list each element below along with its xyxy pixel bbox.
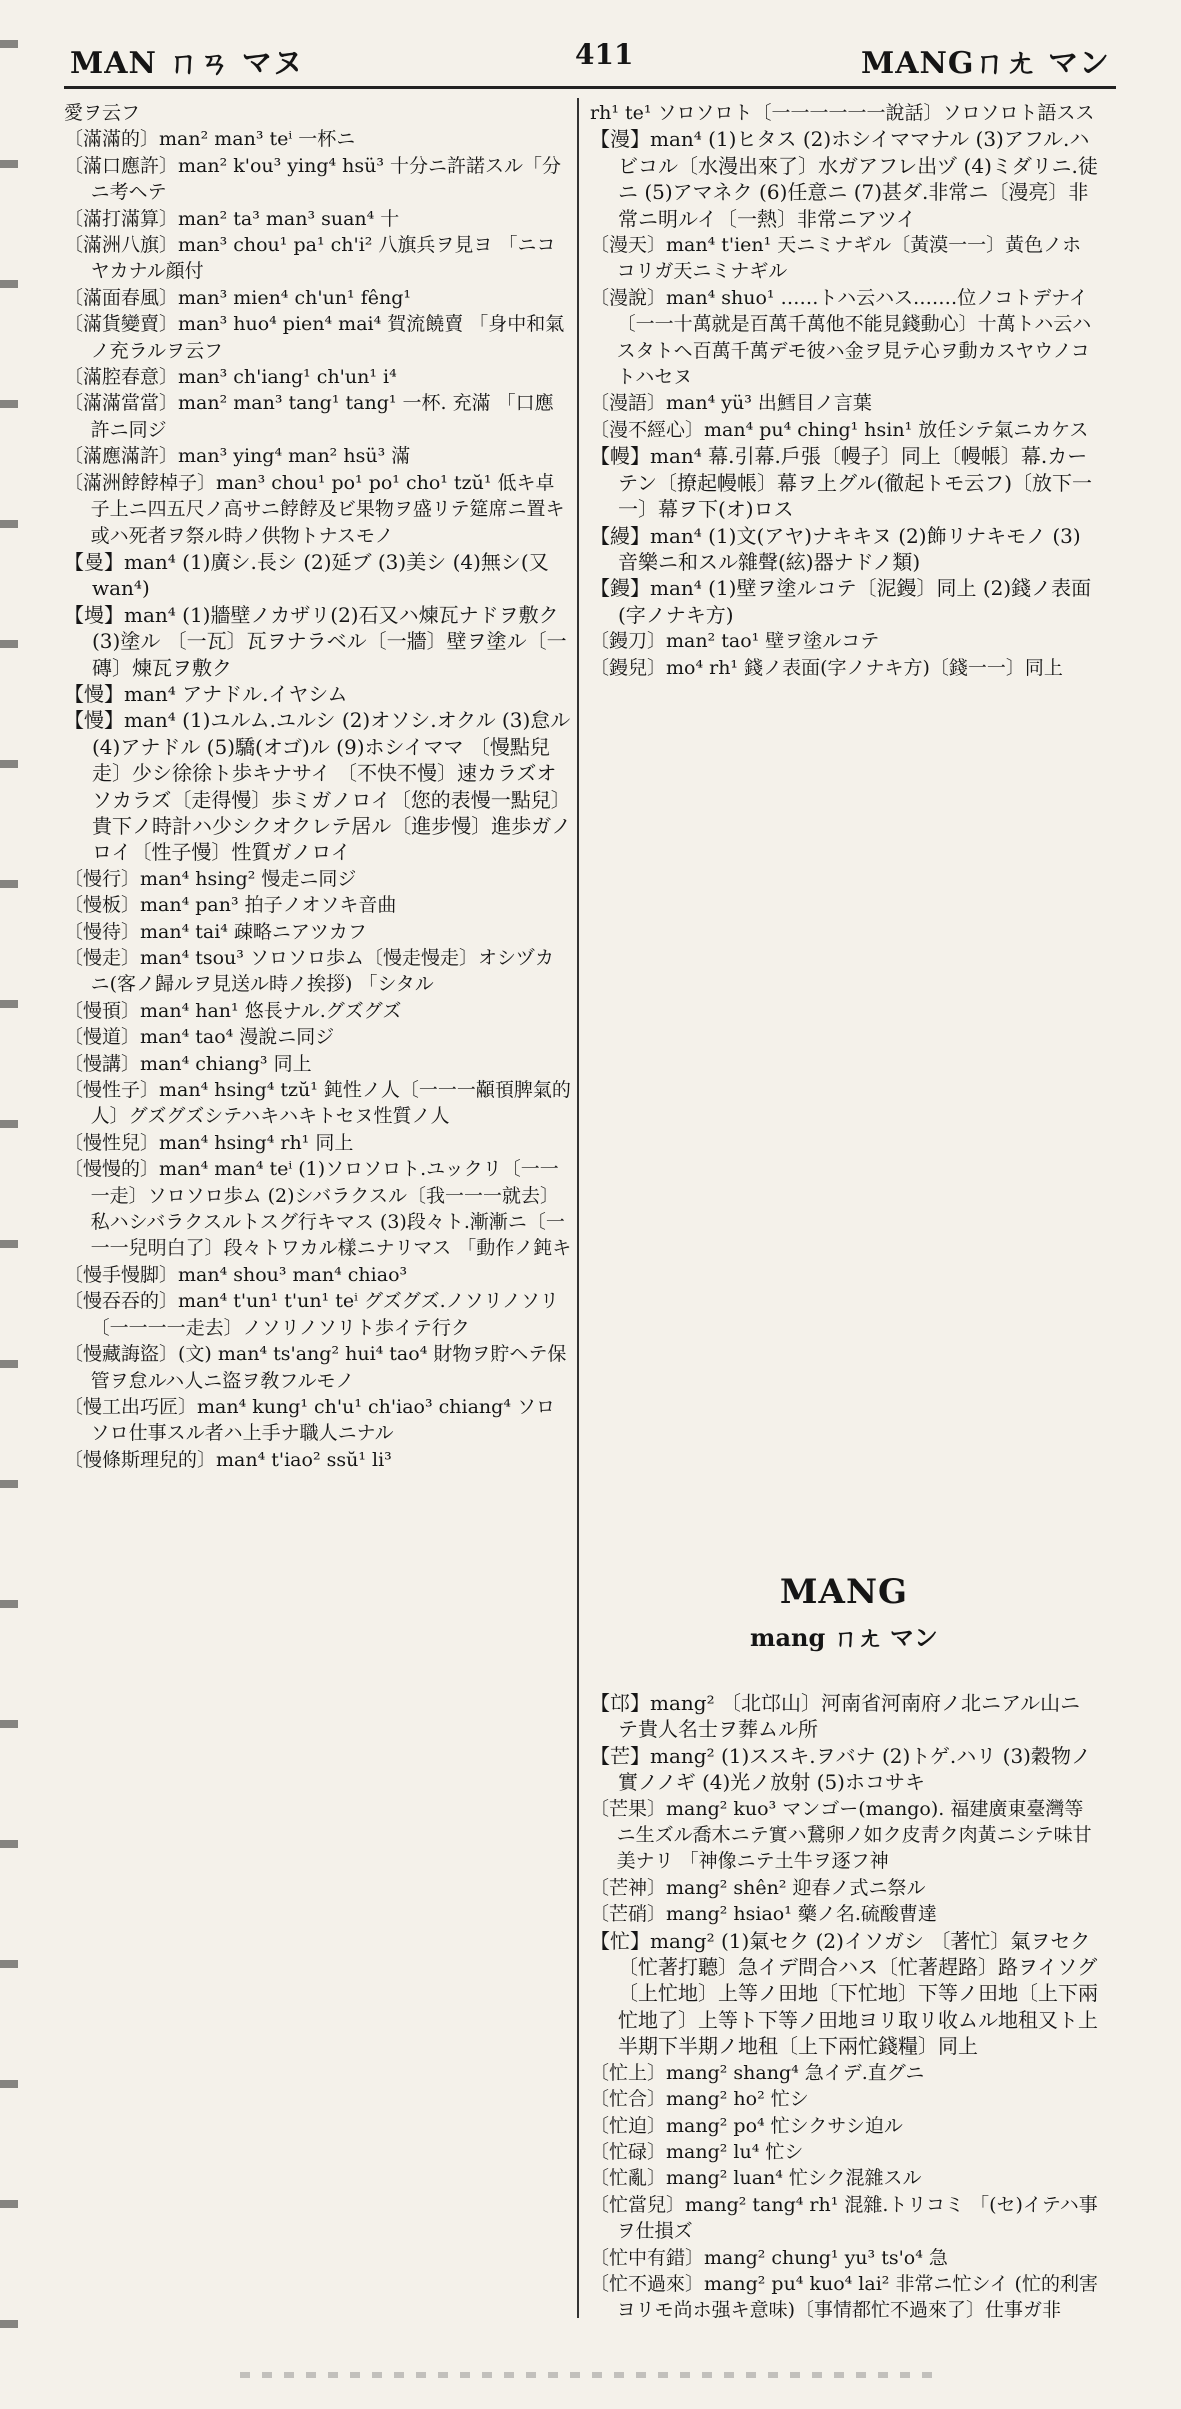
- dictionary-entry: 〔慢藏誨盜〕(文) man⁴ ts'ang² hui⁴ tao⁴ 財物ヲ貯ヘテ保管ヲ怠ルハ人ニ盜ヲ敎フルモノ: [64, 1343, 567, 1392]
- dictionary-entry: 〔芒硝〕mang² hsiao¹ 藥ノ名.硫酸曹達: [590, 1903, 937, 1926]
- dictionary-entry: 【芒】mang² (1)ススキ.ヲバナ (2)トゲ.ハリ (3)穀物ノ實ノノギ (4)光ノ放射 (5)ホコサキ: [590, 1743, 1091, 1795]
- dictionary-entry: 〔慢慢的〕man⁴ man⁴ teⁱ (1)ソロソロト.ユックリ〔一一一走〕ソロソロ歩ム (2)シバラクスル〔我一一一就去〕私ハシバラクスルトスグ行キマス (3)段々ト.漸漸ニ〔一一一兒明白了〕段々トワカル樣ニナリマス 「動作ノ鈍キ: [64, 1158, 572, 1260]
- binding-edge: [0, 0, 18, 2409]
- dictionary-entry: 〔慢走〕man⁴ tsou³ ソロソロ歩ム〔慢走慢走〕オシヅカニ(客ノ歸ルヲ見送ル時ノ挨拶) 「シタル: [64, 947, 554, 996]
- right-column-mang: [590, 1690, 1098, 2330]
- dictionary-entry: 〔忙當兒〕mang² tang⁴ rh¹ 混雜.トリコミ 「(セ)イテハ事ヲ仕損ズ: [590, 2193, 1098, 2243]
- dictionary-entry: 【曼】man⁴ (1)廣シ.長シ (2)延ブ (3)美シ (4)無シ(又 wan⁴): [64, 549, 549, 601]
- dictionary-entry: 【縵】man⁴ (1)文(アヤ)ナキキヌ (2)飾リナキモノ (3)音樂ニ和スル雜聲(絃)器ナドノ類): [590, 523, 1081, 574]
- dictionary-entry: 〔漫不經心〕man⁴ pu⁴ ching¹ hsin¹ 放任シテ氣ニカケス: [590, 418, 1089, 441]
- dictionary-entry: 〔滿滿的〕man² man³ teⁱ 一杯ニ: [64, 128, 356, 151]
- dictionary-entry: 〔慢工出巧匠〕man⁴ kung¹ ch'u¹ ch'iao³ chiang⁴ ソロソロ仕事スル者ハ上手ナ職人ニナル: [64, 1395, 555, 1445]
- dictionary-entry: 〔漫語〕man⁴ yü³ 出鱈目ノ言葉: [590, 392, 872, 415]
- dictionary-entry: 〔滿面春風〕man³ mien⁴ ch'un¹ fêng¹: [64, 286, 411, 309]
- section-subtitle: mang ㄇㄤ マン: [750, 1623, 938, 1652]
- section-title: MANG: [779, 1572, 909, 1612]
- dictionary-entry: 〔慢吞吞的〕man⁴ t'un¹ t'un¹ teⁱ グズグズ.ノソリノソリ〔一一一一走去〕ノソリノソリト歩イテ行ク: [64, 1290, 559, 1339]
- dictionary-entry: 〔慢頇〕man⁴ han¹ 悠長ナル.グズグズ: [64, 999, 402, 1022]
- header-rule: [64, 86, 1116, 89]
- left-column: [64, 100, 572, 2360]
- column-divider: [577, 98, 579, 2318]
- dictionary-entry: 〔滿口應許〕man² k'ou³ ying⁴ hsü³ 十分ニ許諾スル「分ニ考ヘテ: [64, 154, 562, 204]
- page-number: 411: [575, 38, 634, 71]
- dictionary-entry: 〔漫說〕man⁴ shuo¹ ……トハ云ハス.……位ノコトデナイ 〔一一十萬就是百萬千萬他不能見錢動心〕十萬トハ云ハスタトヘ百萬千萬デモ彼ハ金ヲ見テ心ヲ動カスヤウノコトハセヌ: [590, 286, 1092, 389]
- dictionary-entry: 【漫】man⁴ (1)ヒタス (2)ホシイママナル (3)アフル.ハビコル〔水漫出來了〕水ガアフレ出ヅ (4)ミダリニ.徒ニ (5)アマネク (6)任意ニ (7)甚ダ.非常ニ〔漫亮〕非常ニ明ルイ〔一熱〕非常ニアツイ: [590, 127, 1098, 231]
- bottom-print-noise: [240, 2372, 940, 2378]
- dictionary-entry: 〔忙迫〕mang² po⁴ 忙シクサシ迫ル: [590, 2114, 903, 2137]
- header-right-guide: MANGㄇㄤ マン: [861, 46, 1110, 81]
- dictionary-entry: 〔忙中有錯〕mang² chung¹ yu³ ts'o⁴ 急: [590, 2246, 948, 2269]
- page-header: [70, 38, 1110, 88]
- dictionary-entry: 【慢】man⁴ アナドル.イヤシム: [64, 681, 348, 706]
- dictionary-entry: 〔滿打滿算〕man² ta³ man³ suan⁴ 十: [64, 207, 400, 230]
- dictionary-entry: 〔滿腔春意〕man³ ch'iang¹ ch'un¹ i⁴: [64, 366, 397, 389]
- dictionary-entry: 〔忙上〕mang² shang⁴ 急イデ.直グニ: [590, 2061, 925, 2084]
- dictionary-entry: 〔忙亂〕mang² luan⁴ 忙シク混雜スル: [590, 2167, 922, 2190]
- dictionary-entry: 〔芒果〕mang² kuo³ マンゴー(mango). 福建廣東臺灣等ニ生ズル喬木ニテ實ハ鵞卵ノ如ク皮靑ク肉黃ニシテ味甘美ナリ 「神像ニテ土牛ヲ逐フ神: [590, 1797, 1092, 1873]
- dictionary-entry: 〔滿貨變賣〕man³ huo⁴ pien⁴ mai⁴ 賀流饒賣 「身中和氣ノ充ラルヲ云フ: [64, 313, 565, 362]
- dictionary-entry: 〔慢手慢脚〕man⁴ shou³ man⁴ chiao³: [64, 1263, 408, 1286]
- dictionary-entry: 〔忙碌〕mang² lu⁴ 忙シ: [590, 2140, 804, 2163]
- dictionary-entry: 〔慢待〕man⁴ tai⁴ 疎略ニアツカフ: [64, 920, 367, 943]
- dictionary-entry: 〔忙合〕mang² ho² 忙シ: [590, 2088, 809, 2111]
- dictionary-entry: 〔慢行〕man⁴ hsing² 慢走ニ同ジ: [64, 867, 357, 890]
- dictionary-entry: 〔慢性子〕man⁴ hsing⁴ tzŭ¹ 鈍性ノ人〔一一一顢頇脾氣的人〕グズグズシテハキハキトセヌ性質ノ人: [64, 1079, 571, 1128]
- header-left-guide: MAN ㄇㄢ マヌ: [70, 46, 304, 81]
- dictionary-entry: 【鏝】man⁴ (1)壁ヲ塗ルコテ〔泥鏝〕同上 (2)錢ノ表面(字ノナキ方): [590, 576, 1092, 627]
- dictionary-entry: 〔漫天〕man⁴ t'ien¹ 天ニミナギル〔黃漠一一〕黃色ノホコリガ天ニミナギル: [590, 234, 1082, 283]
- dictionary-entry: 【幔】man⁴ 幕.引幕.戶張〔幔子〕同上〔幔帳〕幕.カーテン〔撩起幔帳〕幕ヲ上グル(徹起トモ云フ)〔放下一一〕幕ヲ下(オ)ロス: [590, 444, 1093, 522]
- dictionary-entry: 〔滿滿當當〕man² man³ tang¹ tang¹ 一杯. 充滿 「口應許ニ同ジ: [64, 392, 554, 441]
- dictionary-entry: 〔滿應滿許〕man³ ying⁴ man² hsü³ 滿: [64, 445, 411, 468]
- dictionary-entry: 〔芒神〕mang² shên² 迎春ノ式ニ祭ル: [590, 1876, 926, 1899]
- dictionary-entry: 〔滿洲八旗〕man³ chou¹ pa¹ ch'i² 八旗兵ヲ見ヨ 「ニコヤカナル顔付: [64, 234, 556, 283]
- dictionary-entry: 【邙】mang² 〔北邙山〕河南省河南府ノ北ニアル山ニテ貴人名士ヲ葬ムル所: [590, 1691, 1081, 1742]
- dictionary-entry: 〔慢講〕man⁴ chiang³ 同上: [64, 1052, 312, 1075]
- dictionary-entry: 〔滿洲餑餑棹子〕man³ chou¹ po¹ po¹ cho¹ tzŭ¹ 低キ卓子上ニ四五尺ノ高サニ餑餑及ビ果物ヲ盛リテ筵席ニ置キ或ハ死者ヲ祭ル時ノ供物トナスモノ: [64, 471, 565, 547]
- dictionary-entry: 〔忙不過來〕mang² pu⁴ kuo⁴ lai² 非常ニ忙シイ (忙的利害ヨリモ尚ホ强キ意味)〔事情都忙不過來了〕仕事ガ非: [590, 2272, 1098, 2322]
- dictionary-entry: 〔慢道〕man⁴ tao⁴ 漫說ニ同ジ: [64, 1026, 335, 1049]
- dictionary-entry: 〔慢板〕man⁴ pan³ 拍子ノオソキ音曲: [64, 894, 397, 917]
- dictionary-entry: 〔鏝兒〕mo⁴ rh¹ 錢ノ表面(字ノナキ方)〔錢一一〕同上: [590, 656, 1063, 679]
- dictionary-entry: 愛ヲ云フ: [64, 102, 141, 124]
- right-column: [590, 100, 1098, 1560]
- dictionary-entry: 〔慢性兒〕man⁴ hsing⁴ rh¹ 同上: [64, 1131, 354, 1154]
- section-heading: [590, 1572, 1098, 1653]
- dictionary-entry: 【墁】man⁴ (1)牆壁ノカザリ(2)石又ハ煉瓦ナドヲ敷ク (3)塗ル 〔一瓦〕瓦ヲナラベル〔一牆〕壁ヲ塗ル〔一磚〕煉瓦ヲ敷ク: [64, 602, 567, 680]
- dictionary-entry: 【忙】mang² (1)氣セク (2)イソガシ 〔著忙〕氣ヲセク〔忙著打聽〕急イデ問合ハス〔忙著趕路〕路ヲイソグ〔上忙地〕上等ノ田地〔下忙地〕下等ノ田地〔上下兩忙地了〕上等ト下等ノ田地ヨリ取リ收ムル地租又ト上半期下半期ノ地租〔上下兩忙錢糧〕同上: [590, 1928, 1098, 2059]
- dictionary-entry: 〔慢條斯理兒的〕man⁴ t'iao² ssŭ¹ li³: [64, 1448, 392, 1471]
- dictionary-entry: 〔鏝刀〕man² tao¹ 壁ヲ塗ルコテ: [590, 630, 880, 653]
- dictionary-entry: rh¹ te¹ ソロソロト〔一一一一一一說話〕ソロソロト語スス: [590, 102, 1095, 124]
- dictionary-entry: 【慢】man⁴ (1)ユルム.ユルシ (2)オソシ.オクル (3)怠ル (4)アナドル (5)驕(オゴ)ル (9)ホシイママ 〔慢點兒走〕少シ徐徐ト歩キナサイ 〔不快不慢〕速カラズオソカラズ〔走得慢〕歩ミガノロイ〔您的表慢一點兒〕貴下ノ時計ハ少シクオクレテ居ル〔進步慢〕進歩ガノロイ〔性子慢〕性質ガノロイ: [64, 708, 572, 865]
